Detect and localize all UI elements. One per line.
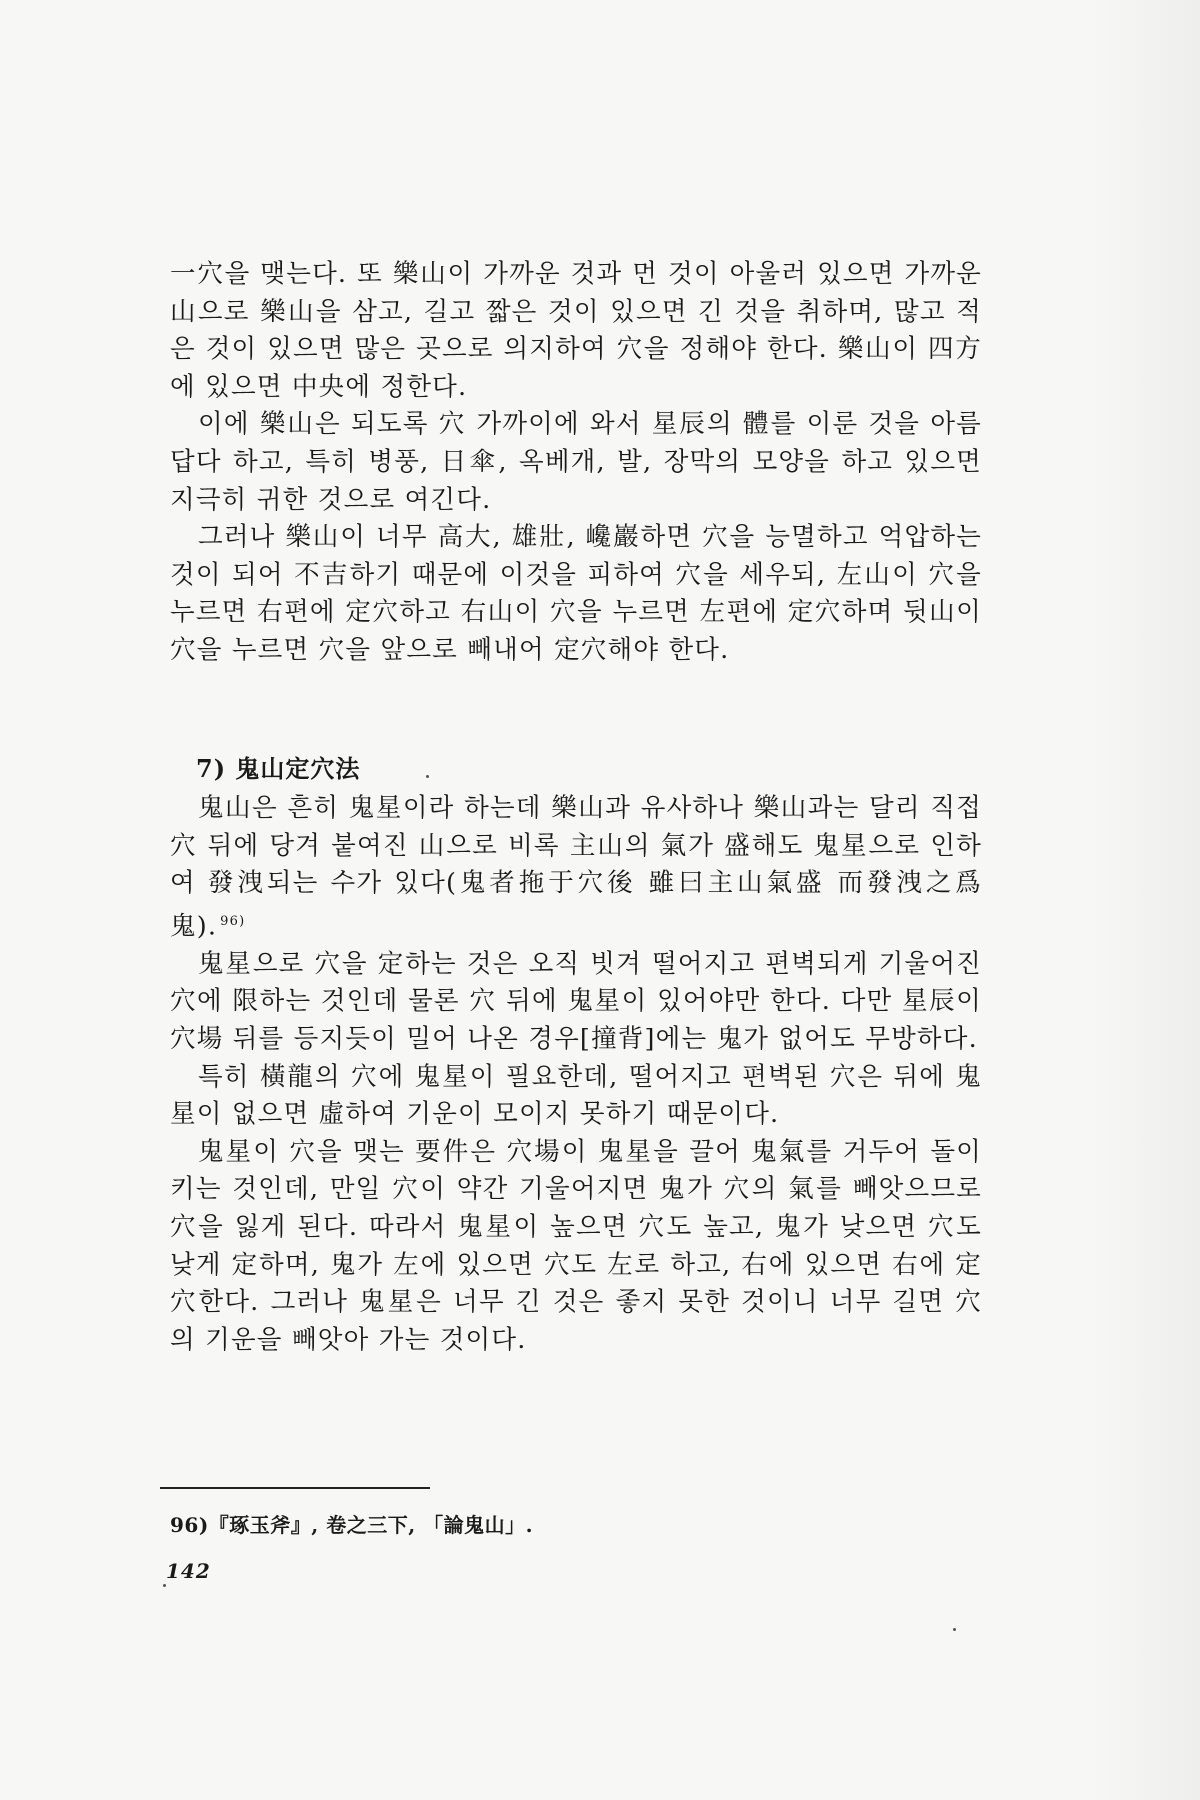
paragraph-3: 그러나 樂山이 너무 高大, 雄壯, 巉巖하면 穴을 능멸하고 억압하는 것이 되어 不吉하기 때문에 이것을 피하여 穴을 세우되, 左山이 穴을 누르면 右편에 定穴하고 右山이 穴을 누르면 左편에 定穴하며 뒷山이 穴을 누르면 穴을 앞으로 빼내어 定穴해야 한다. <box>170 522 982 665</box>
scan-speck <box>426 775 429 778</box>
paragraph-2: 이에 樂山은 되도록 穴 가까이에 와서 星辰의 體를 이룬 것을 아름답다 하고, 특히 병풍, 日傘, 옥베개, 발, 장막의 모양을 하고 있으면 지극히 귀한 것으로 여긴다. <box>170 409 982 515</box>
scan-speck <box>953 1628 956 1631</box>
paragraph-4 <box>170 790 982 946</box>
footnote: 96)『琢玉斧』, 卷之三下, 「論鬼山」. <box>170 1513 534 1537</box>
paragraph-4-text: 鬼山은 흔히 鬼星이라 하는데 樂山과 유사하나 樂山과는 달리 직접 穴 뒤에 당겨 붙여진 山으로 비록 主山의 氣가 盛해도 鬼星으로 인하여 發洩되는 수가 있다(鬼者拖于穴後 雖曰主山氣盛 而發洩之爲鬼). <box>170 793 982 942</box>
paragraph-7: 鬼星이 穴을 맺는 要件은 穴場이 鬼星을 끌어 鬼氣를 거두어 돌이키는 것인데, 만일 穴이 약간 기울어지면 鬼가 穴의 氣를 빼앗으므로 穴을 잃게 된다. 따라서 鬼星이 높으면 穴도 높고, 鬼가 낮으면 穴도 낮게 定하며, 鬼가 左에 있으면 穴도 左로 하고, 右에 있으면 右에 定穴한다. 그러나 鬼星은 너무 긴 것은 좋지 못한 것이니 너무 길면 穴의 기운을 빼앗아 가는 것이다. <box>170 1136 982 1355</box>
footnote-rule <box>160 1487 430 1489</box>
paragraph-5: 鬼星으로 穴을 定하는 것은 오직 빗겨 떨어지고 편벽되게 기울어진 穴에 限하는 것인데 물론 穴 뒤에 鬼星이 있어야만 한다. 다만 星辰이 穴場 뒤를 등지듯이 밀어 나온 경우[撞背]에는 鬼가 없어도 무방하다. <box>170 948 982 1055</box>
page-number: 142 <box>166 1559 211 1583</box>
paragraph-1: 一穴을 맺는다. 또 樂山이 가까운 것과 먼 것이 아울러 있으면 가까운 山으로 樂山을 삼고, 길고 짧은 것이 있으면 긴 것을 취하며, 많고 적은 것이 있으면 많은 곳으로 의지하여 穴을 정해야 한다. 樂山이 四方에 있으면 中央에 정한다. <box>170 259 982 402</box>
section-heading: 7) 鬼山定穴法 <box>196 754 361 783</box>
footnote-ref: 96) <box>220 913 246 929</box>
scan-shadow <box>1090 0 1200 1800</box>
main-text-section <box>170 790 982 1359</box>
main-text-top <box>170 256 982 670</box>
scan-speck <box>163 1584 166 1587</box>
paragraph-6: 특히 橫龍의 穴에 鬼星이 필요한데, 떨어지고 편벽된 穴은 뒤에 鬼星이 없으면 虛하여 기운이 모이지 못하기 때문이다. <box>170 1061 982 1130</box>
